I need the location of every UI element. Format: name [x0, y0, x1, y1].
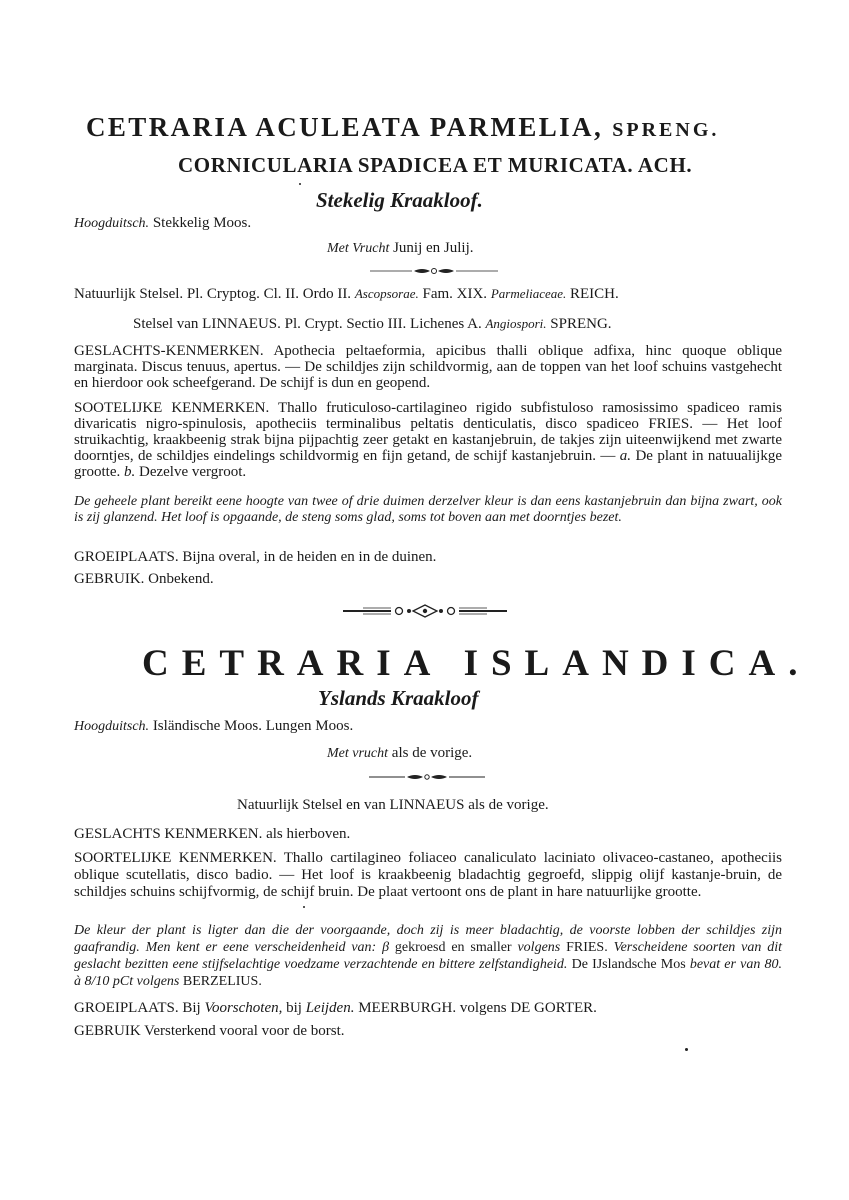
vernacular-name: Stekelig Kraakloof. — [316, 188, 483, 212]
synonym-title: CORNICULARIA SPADICEA ET MURICATA. ACH. — [178, 153, 693, 177]
species-text-latin: Thallo fruticuloso-cartilagineo rigido subfistuloso ramosissimo spadiceo ramis divaricatis nigro-spinulosis, apotheciis terminalibus peltatis denticulatis, disco spadiceo — [74, 400, 782, 432]
species-characters-islandica — [74, 850, 782, 901]
german-label: Hoogduitsch. — [74, 216, 150, 231]
figure-a-label: a. — [619, 448, 632, 464]
species-fries: FRIES. — [648, 416, 693, 432]
linnaeus-name: LINNAEUS. — [202, 316, 281, 332]
figure-a-text: De plant in natuualijkge grootte. — [74, 448, 783, 480]
note-islandica-a: De kleur der plant is ligter dan die der voorgaande, doch zij is meer bladachtig, de voorste lobben der schildjes zijn gaafrandig. Men kent er eene verscheidenheid van: — [74, 923, 782, 955]
use-text-islandica: Versterkend vooral voor de borst. — [144, 1023, 345, 1039]
habitat-islandica-a: Bij — [182, 1000, 201, 1016]
species-text-islandica: Thallo cartilagineo foliaceo canaliculato laciniato olivaceo-castaneo, apotheciis oblique scutellatis, disco badio. — Het loof is kraakbeenig bladachtig gegroefd, slippig olijf kastanje-bruin, de schildjes schuins schijfvormig, de schijf bruin. De plaat vertoont ons de plant in hare natuurlijke grootte. — [74, 850, 783, 900]
habitat-islandica-g: DE GORTER. — [510, 1000, 597, 1016]
system-family: Fam. XIX. — [422, 286, 488, 302]
habitat-islandica-f: volgens — [459, 1000, 507, 1016]
genus-label-islandica: GESLACHTS KENMERKEN. — [74, 826, 263, 842]
ink-speck — [685, 1048, 688, 1051]
note-islandica-c: volgens — [517, 940, 561, 955]
species-title-islandica: CETRARIA ISLANDICA. — [142, 643, 811, 684]
description-note: De geheele plant bereikt eene hoogte van twee of drie duimen derzelver kleur is dan eens kastanjebruin dan bijna zwart, ook is zij glanzend. Het loof is opgaande, de steng soms glad, soms tot boven aan met doorntjes bezet. — [74, 494, 782, 525]
habitat-line — [74, 549, 436, 566]
genus-text-islandica: als hierboven. — [266, 826, 351, 842]
ink-speck — [303, 906, 305, 908]
system-order: Ascopsorae. — [354, 286, 419, 301]
linnaeus-author: SPRENG. — [550, 316, 612, 332]
use-line — [74, 571, 214, 588]
use-label-islandica: GEBRUIK — [74, 1023, 141, 1039]
note-islandica-berzelius: BERZELIUS. — [182, 974, 262, 989]
use-text: Onbekend. — [148, 571, 214, 587]
habitat-label-islandica: GROEIPLAATS. — [74, 1000, 179, 1016]
habitat-islandica-d: Leijden. — [305, 1000, 355, 1016]
german-label-islandica: Hoogduitsch. — [74, 719, 150, 734]
habitat-islandica-e: MEERBURGH. — [358, 1000, 457, 1016]
figure-b-text: Dezelve vergroot. — [139, 464, 247, 480]
fruit-text-islandica: als de vorige. — [391, 745, 473, 761]
species-characters — [74, 400, 782, 480]
ornament-divider — [370, 266, 500, 276]
system-text: Natuurlijk Stelsel. Pl. Cryptog. Cl. II. Ordo II. — [74, 286, 352, 302]
fruit-months: Junij en Julij. — [393, 240, 474, 256]
note-islandica-fries: FRIES. — [566, 940, 608, 955]
fruit-label-islandica: Met vrucht — [327, 746, 389, 761]
fruit-label: Met Vrucht — [327, 241, 390, 256]
description-note-islandica — [74, 922, 782, 990]
habitat-label: GROEIPLAATS. — [74, 549, 179, 565]
system-line-islandica — [237, 797, 549, 814]
linnaeus-text: Pl. Crypt. Sectio III. Lichenes A. — [284, 316, 482, 332]
german-names — [74, 215, 251, 232]
habitat-line-islandica — [74, 1000, 597, 1017]
habitat-islandica-b: Voorschoten, — [204, 1000, 283, 1016]
note-islandica-b: gekroesd en smaller — [394, 940, 512, 955]
genus-label: GESLACHTS-KENMERKEN. — [74, 343, 264, 359]
habitat-text: Bijna overal, in de heiden en in de duinen. — [182, 549, 437, 565]
species-text-dutch: — Het loof struikachtig, kraakbeenig strak bijna pijpachtig zeer getakt en kastanjebruin, de takjes zijn uiteenwijkend met zwarte doorntjes, de schildjes eindelings schildvormig en fijn getand, de schijf kastanjebruin. — — [74, 416, 783, 464]
genus-line-islandica — [74, 826, 350, 843]
section-divider-ornament — [343, 604, 507, 618]
linnaeus-sub: Angiospori. — [485, 316, 547, 331]
system-islandica-linnaeus: LINNAEUS — [389, 797, 465, 813]
german-names-islandica — [74, 718, 353, 735]
linnaeus-system-line — [133, 316, 612, 333]
ornament-divider-small — [369, 773, 485, 781]
german-names-islandica-text: Isländische Moos. Lungen Moos. — [152, 718, 354, 734]
natural-system-line — [74, 286, 619, 303]
vernacular-name-islandica: Yslands Kraakloof — [318, 686, 479, 710]
system-islandica-a: Natuurlijk Stelsel en van — [237, 797, 386, 813]
fruit-period — [327, 240, 474, 257]
note-islandica-beta: β — [382, 940, 390, 955]
use-label: GEBRUIK. — [74, 571, 145, 587]
habitat-islandica-c: bij — [286, 1000, 302, 1016]
species-label: SOOTELIJKE KENMERKEN. — [74, 400, 270, 416]
note-islandica-d: Verscheidene soorten van dit geslacht bezitten eene stijfselachtige voedzame verzachtende en bittere zelfstandigheid. — [74, 940, 783, 972]
system-family-name: Parmeliaceae. — [490, 286, 567, 301]
genus-text: Apothecia peltaeformia, apicibus thalli oblique adfixa, hinc quoque oblique marginata. Discus tenuus, apertus. — De schildjes zijn schildvormig, aan de toppen van het loof schuins vastgehecht en hierdoor ook scheefgerand. De schijf is dun en geopend. — [74, 343, 782, 391]
title-author: SPRENG. — [612, 119, 720, 141]
note-islandica-g: pCt volgens — [112, 974, 180, 989]
note-islandica-f: bevat er van 80. à 8/10 — [74, 957, 782, 989]
ink-speck — [299, 183, 301, 185]
fruit-period-islandica — [327, 745, 472, 762]
genus-characters — [74, 343, 782, 391]
system-author: REICH. — [570, 286, 619, 302]
use-line-islandica — [74, 1023, 345, 1040]
note-islandica-e: De IJslandsche Mos — [571, 957, 686, 972]
system-islandica-c: als de vorige. — [468, 797, 549, 813]
species-title-aculeata — [86, 112, 719, 143]
species-label-islandica: SOORTELIJKE KENMERKEN. — [74, 850, 277, 866]
linnaeus-label: Stelsel van — [133, 316, 199, 332]
title-main: CETRARIA ACULEATA PARMELIA, — [86, 112, 604, 142]
figure-b-label: b. — [124, 464, 136, 480]
german-names-text: Stekkelig Moos. — [152, 215, 252, 231]
